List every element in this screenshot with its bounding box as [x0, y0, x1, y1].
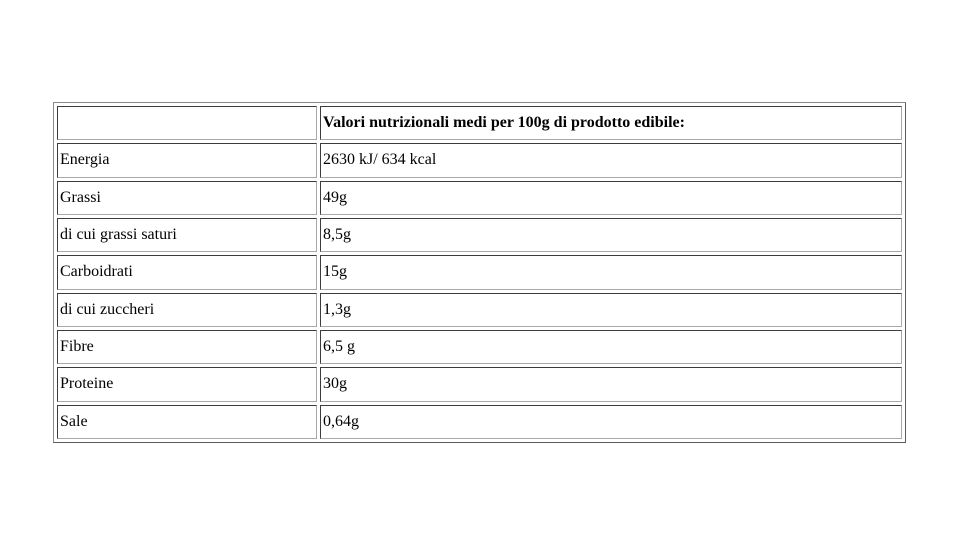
nutrient-value: 0,64g	[320, 405, 902, 439]
nutrient-label: Grassi	[57, 181, 317, 215]
nutrient-value: 1,3g	[320, 293, 902, 327]
nutrient-value: 30g	[320, 367, 902, 401]
header-title-cell: Valori nutrizionali medi per 100g di prodotto edibile:	[320, 106, 902, 140]
nutrient-value: 8,5g	[320, 218, 902, 252]
nutrient-label: Energia	[57, 143, 317, 177]
nutrient-value: 49g	[320, 181, 902, 215]
nutrient-label: Proteine	[57, 367, 317, 401]
table-row	[57, 330, 902, 364]
table-row	[57, 143, 902, 177]
table-row	[57, 255, 902, 289]
nutrition-table	[54, 103, 905, 442]
nutrient-label: di cui grassi saturi	[57, 218, 317, 252]
table-row	[57, 218, 902, 252]
nutrition-table-frame	[53, 102, 906, 443]
nutrient-value: 2630 kJ/ 634 kcal	[320, 143, 902, 177]
nutrient-label: Sale	[57, 405, 317, 439]
table-row	[57, 367, 902, 401]
table-row	[57, 405, 902, 439]
nutrient-label: di cui zuccheri	[57, 293, 317, 327]
table-row	[57, 181, 902, 215]
nutrient-label: Fibre	[57, 330, 317, 364]
nutrient-value: 6,5 g	[320, 330, 902, 364]
header-empty-cell	[57, 106, 317, 140]
table-row	[57, 293, 902, 327]
nutrient-value: 15g	[320, 255, 902, 289]
nutrient-label: Carboidrati	[57, 255, 317, 289]
table-header-row	[57, 106, 902, 140]
